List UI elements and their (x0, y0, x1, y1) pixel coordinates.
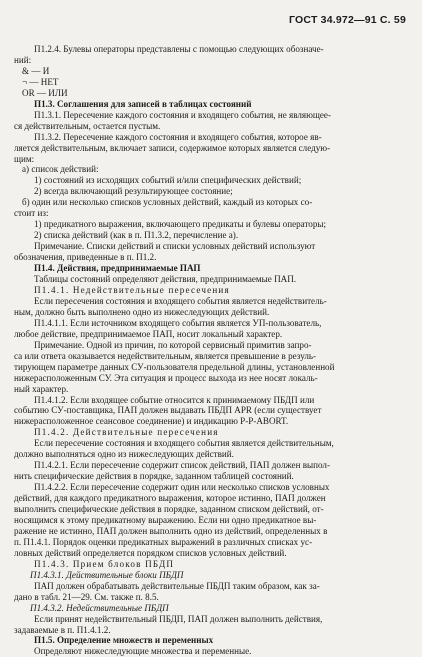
text-line: ляется действительным, включает записи, содержимое которых является следую- (14, 142, 331, 153)
list-item: а) список действий: (22, 164, 99, 175)
section-heading: П1.3. Соглашения для записей в таблицах состояний (34, 98, 252, 109)
text-line: нить специфические действия в порядке, заданном таблицей состояний. (14, 471, 294, 482)
text-line: П1.4.1.1. Если источником входящего события является УП-пользователь, (34, 317, 322, 328)
text-line: П1.3.1. Пересечение каждого состояния и входящего события, не являющее- (34, 109, 331, 120)
text-line: Если пересечения состояния и входящего события является недействитель- (34, 295, 327, 306)
section-heading: П1.5. Определение множеств и переменных (34, 635, 214, 646)
section-heading: П1.4. Действия, предпринимаемые ПАП (34, 263, 201, 274)
text-line: ся действительным, остается пустым. (14, 120, 161, 131)
text-line: нижерасположенным СУ. Эта ситуация и процесс выхода из нее носят локаль- (14, 372, 318, 383)
text-line: щим: (14, 153, 35, 164)
text-line: ный характер. (14, 383, 69, 394)
list-item: 1) предикатного выражения, включающего предикаты и булевы операторы; (34, 219, 327, 230)
note-line: Примечание. Одной из причин, по которой сервисный примитив запро- (34, 339, 312, 350)
subsection-heading: П1.4.3.2. Недействительные ПБДП (30, 602, 169, 613)
text-line: стоит из: (14, 208, 49, 219)
text-line: са или ответа оказывается недействительным, является превышение в резуль- (14, 350, 317, 361)
text-line: Если пересечение состояния и входящего события является действительным, (34, 438, 334, 449)
text-line: Если принят недействительный ПБДП, ПАП должен выполнить действия, (34, 613, 323, 624)
text-line: п. П1.4.1. Порядок оценки предикатных выражений в различных списках ус- (14, 536, 313, 547)
operator-and: & — И (22, 65, 50, 76)
subsection-heading: П1.4.1. Недействительные пересечения (34, 284, 230, 295)
list-item: 2) всегда включающий результирующее состояние; (34, 186, 233, 197)
text-line: должно выполняться одно из нижеследующих действий. (14, 449, 234, 460)
page-header: ГОСТ 34.972—91 С. 59 (289, 14, 406, 26)
text-line: любое действие, предпринимаемое ПАП, носит локальный характер. (14, 328, 283, 339)
subsection-heading: П1.4.2. Действительные пересечения (34, 427, 219, 438)
text-line: обозначения, приведенные в п. П1.2. (14, 252, 157, 263)
text-line: П1.2.4. Булевы операторы представлены с помощью следующих обозначе- (34, 44, 324, 54)
text-line: дано в табл. 21—29. См. также п. 8.5. (14, 591, 159, 602)
text-line: ражение не истинно, ПАП должен выполнить одно из действий, определенных в (14, 525, 328, 536)
text-line: П1.4.1.2. Если входящее событие относится к принимаемому ПБДП или (34, 394, 315, 405)
text-line: П1.4.2.2. Если пересечение содержит один или несколько списков условных (34, 482, 330, 493)
text-line: действий, для каждого предикатного выражения, которое истинно, ПАП должен (14, 493, 326, 504)
document-body (14, 44, 410, 657)
text-line: П1.3.2. Пересечение каждого состояния и входящего события, которое яв- (34, 131, 322, 142)
text-line: нижерасположенное сеансовое соединение) и индикацию P-P-ABORT. (14, 416, 289, 427)
note-line: Примечание. Списки действий и списки условных действий используют (34, 241, 316, 252)
operator-or: OR — ИЛИ (22, 87, 68, 98)
text-line: ний: (14, 54, 32, 65)
subsection-heading: П1.4.3.1. Действительные блоки ПБДП (30, 569, 184, 580)
text-line: Таблицы состояний определяют действия, предпринимаемые ПАП. (34, 274, 297, 285)
list-item: б) один или несколько списков условных действий, каждый из которых со- (22, 197, 313, 208)
list-item: 1) состояний из исходящих событий и/или специфических действий; (34, 175, 302, 186)
operator-not: ¬ — НЕТ (22, 76, 59, 87)
text-line: задаваемые в п. П1.4.1.2. (14, 624, 111, 635)
text-line: П1.4.2.1. Если пересечение содержит список действий, ПАП должен выпол- (34, 460, 330, 471)
text-line: ловных действий определяется порядком списков условных действий. (14, 547, 287, 558)
text-line: тирующем параметре данных СУ-пользователя предельной длины, установленной (14, 361, 335, 372)
text-line: ным, должно быть выполнено одно из нижеследующих действий. (14, 306, 270, 317)
list-item: 2) списка действий (как в п. П1.3.2, перечисление а). (34, 230, 239, 241)
text-line: Определяют нижеследующие множества и переменные. (34, 646, 252, 657)
subsection-heading: П1.4.3. Прием блоков ПБДП (34, 558, 175, 569)
text-line: выполнить специфические действия в порядке, заданном списком действий, от- (14, 504, 324, 515)
text-line: ПАП должен обрабатывать действительные ПБДП таким образом, как за- (34, 580, 320, 591)
text-line: событию СУ-поставщика, ПАП должен выдавать ПБДП APR (если существует (14, 405, 322, 416)
text-line: носящимся к этому предикатному выражению. Если ни одно предикатное вы- (14, 514, 317, 525)
